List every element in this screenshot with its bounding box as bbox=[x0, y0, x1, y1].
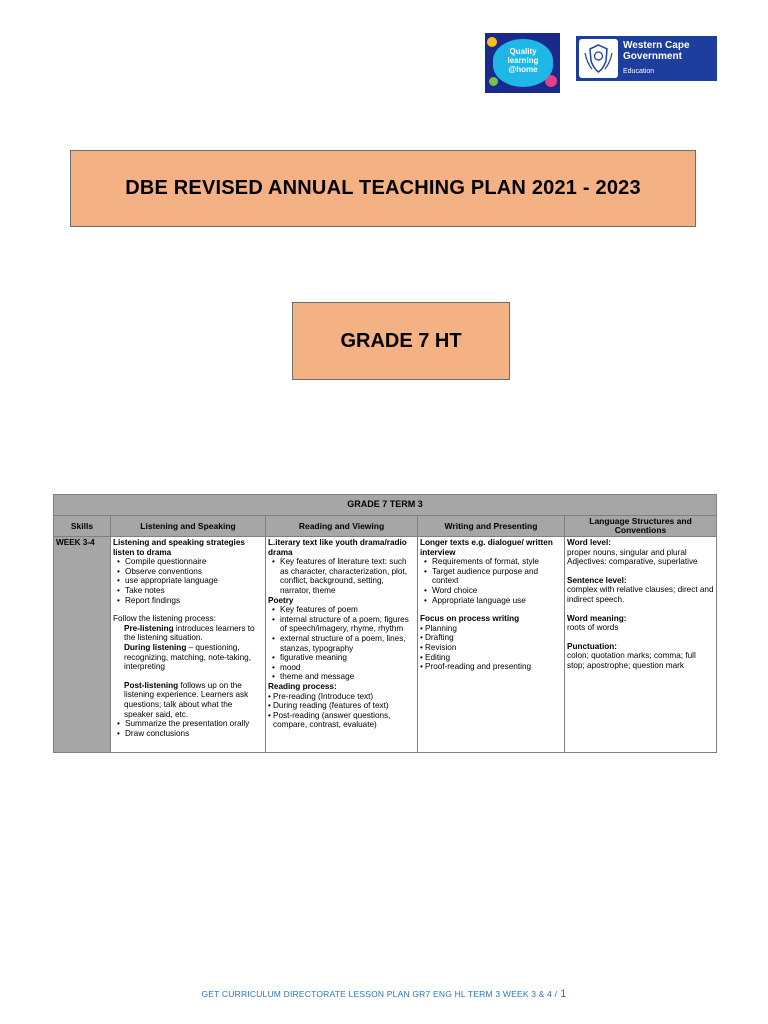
header-listening: Listening and Speaking bbox=[111, 516, 266, 537]
list-item: • Appropriate language use bbox=[420, 596, 562, 606]
writing-cell bbox=[418, 537, 565, 753]
term-heading: GRADE 7 TERM 3 bbox=[54, 495, 717, 516]
list-item: • Planning bbox=[420, 624, 562, 634]
writing-process-list bbox=[420, 624, 562, 672]
list-item: • Word choice bbox=[420, 586, 562, 596]
header-skills: Skills bbox=[54, 516, 111, 537]
logo-text bbox=[499, 47, 547, 74]
reading-heading: L.iterary text like youth drama/radio drama bbox=[268, 538, 407, 557]
word-meaning-text: roots of words bbox=[567, 623, 619, 633]
listening-process-heading: Follow the listening process: bbox=[113, 614, 216, 624]
list-item: • Revision bbox=[420, 643, 562, 653]
listening-list bbox=[113, 557, 263, 605]
list-item: • figurative meaning bbox=[268, 653, 415, 663]
logo-line: Quality bbox=[509, 47, 537, 56]
list-item: • Target audience purpose and context bbox=[420, 567, 562, 586]
listening-list-2 bbox=[113, 719, 263, 738]
reading-process-heading: Reading process: bbox=[268, 681, 337, 691]
list-item: • Drafting bbox=[420, 633, 562, 643]
list-item: • Draw conclusions bbox=[113, 729, 263, 739]
list-item: • theme and message bbox=[268, 672, 415, 682]
logo-line: @home bbox=[508, 65, 538, 74]
pre-listening-desc: introduces learners to the listening situation. bbox=[124, 623, 255, 643]
post-listening-desc: follows up on the listening experience. Learners ask questions; talk about what the speaker said, etc. bbox=[124, 680, 249, 719]
quality-learning-logo bbox=[485, 33, 560, 93]
wc-government-name: Western Cape Government bbox=[623, 40, 690, 62]
list-item: • During reading (features of text) bbox=[268, 701, 415, 711]
list-item: • Pre-reading (Introduce text) bbox=[268, 692, 415, 702]
during-listening-desc: – questioning, recognizing, matching, note-taking, interpreting bbox=[124, 642, 251, 672]
list-item: • Proof-reading and presenting bbox=[420, 662, 562, 672]
list-item: • Post-reading (answer questions, compare, contrast, evaluate) bbox=[268, 711, 415, 730]
logo-dot bbox=[487, 37, 497, 47]
list-item: • Summarize the presentation orally bbox=[113, 719, 263, 729]
punctuation-text: colon; quotation marks; comma; full stop; apostrophe; question mark bbox=[567, 651, 696, 670]
listening-cell bbox=[111, 537, 266, 753]
header-writing: Writing and Presenting bbox=[418, 516, 565, 537]
header-language: Language Structures and Conventions bbox=[565, 516, 717, 537]
wc-department: Education bbox=[623, 68, 655, 75]
logo-line: learning bbox=[507, 56, 539, 65]
writing-process-heading: Focus on process writing bbox=[420, 614, 520, 624]
word-meaning-heading: Word meaning: bbox=[567, 613, 627, 623]
table-row bbox=[54, 537, 717, 753]
header-reading: Reading and Viewing bbox=[266, 516, 418, 537]
list-item: • Report findings bbox=[113, 596, 263, 606]
sentence-level-text: complex with relative clauses; direct and indirect speech. bbox=[567, 585, 714, 604]
writing-heading: Longer texts e.g. dialogue/ written interview bbox=[420, 538, 553, 557]
list-item: • internal structure of a poem, figures of speech/imagery, rhyme, rhythm bbox=[268, 615, 415, 634]
western-cape-logo bbox=[576, 36, 717, 81]
list-item: • Requirements of format, style bbox=[420, 557, 562, 567]
poetry-heading: Poetry bbox=[268, 595, 294, 605]
sentence-level-heading: Sentence level: bbox=[567, 575, 627, 585]
during-listening-label: During listening bbox=[124, 642, 187, 652]
listening-heading: Listening and speaking strategies listen to drama bbox=[113, 538, 245, 557]
list-item: • mood bbox=[268, 663, 415, 673]
grade-box bbox=[292, 302, 510, 380]
header-row bbox=[54, 516, 717, 537]
page-footer bbox=[0, 988, 768, 1000]
term-row bbox=[54, 495, 717, 516]
post-listening-text bbox=[113, 681, 263, 719]
coat-of-arms-icon bbox=[579, 39, 618, 78]
reading-cell bbox=[266, 537, 418, 753]
reading-list bbox=[268, 557, 415, 595]
page-number: 1 bbox=[560, 988, 567, 1000]
list-item: • Take notes bbox=[113, 586, 263, 596]
list-item: • external structure of a poem, lines, stanzas, typography bbox=[268, 634, 415, 653]
teaching-plan-table bbox=[53, 494, 717, 753]
language-cell bbox=[565, 537, 717, 753]
list-item: • use appropriate language bbox=[113, 576, 263, 586]
writing-list bbox=[420, 557, 562, 605]
list-item: • Observe conventions bbox=[113, 567, 263, 577]
punctuation-heading: Punctuation: bbox=[567, 641, 618, 651]
week-label: WEEK 3-4 bbox=[54, 537, 111, 753]
poetry-list bbox=[268, 605, 415, 682]
logo-dot bbox=[489, 77, 498, 86]
list-item: • Editing bbox=[420, 653, 562, 663]
pre-listening-label: Pre-listening bbox=[124, 623, 174, 633]
document-title: DBE REVISED ANNUAL TEACHING PLAN 2021 - 2023 bbox=[125, 177, 641, 199]
grade-title: GRADE 7 HT bbox=[340, 329, 462, 352]
post-listening-label: Post-listening bbox=[124, 680, 179, 690]
during-listening-text bbox=[113, 643, 263, 672]
document-title-box bbox=[70, 150, 696, 227]
pre-listening-text bbox=[113, 624, 263, 643]
list-item: • Key features of literature text: such as character, characterization, plot, conflict, background, setting, narrator, theme bbox=[268, 557, 415, 595]
word-level-text: Adjectives: comparative, superlative bbox=[567, 557, 698, 567]
footer-text: GET CURRICULUM DIRECTORATE LESSON PLAN GR7 ENG HL TERM 3 WEEK 3 & 4 / bbox=[201, 989, 558, 999]
list-item: • Key features of poem bbox=[268, 605, 415, 615]
reading-process-list bbox=[268, 692, 415, 730]
word-level-text: proper nouns, singular and plural bbox=[567, 547, 687, 557]
list-item: • Compile questionnaire bbox=[113, 557, 263, 567]
word-level-heading: Word level: bbox=[567, 538, 611, 547]
